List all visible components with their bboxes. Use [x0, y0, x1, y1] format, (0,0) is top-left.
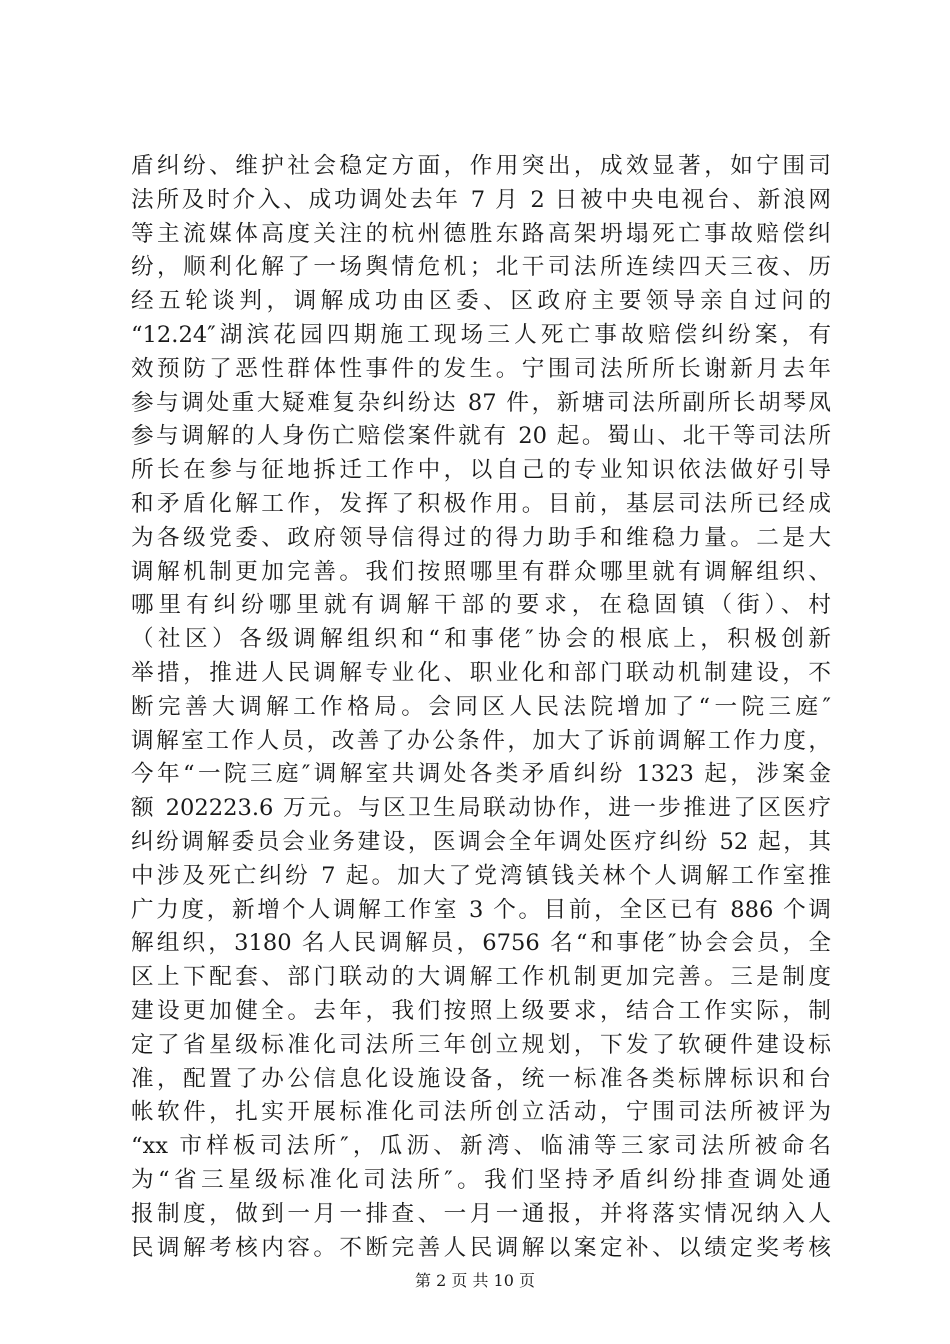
- text-line: 今年“一院三庭″调解室共调处各类矛盾纠纷 1323 起，涉案金: [131, 761, 831, 788]
- text-line: 经五轮谈判，调解成功由区委、区政府主要领导亲自过问的: [131, 288, 831, 315]
- text-line: 法所及时介入、成功调处去年 7 月 2 日被中央电视台、新浪网: [131, 186, 831, 213]
- text-line: 准，配置了办公信息化设施设备，统一标准各类标牌标识和台: [131, 1065, 831, 1092]
- text-line: 解组织，3180 名人民调解员，6756 名“和事佬″协会会员，全: [131, 930, 831, 957]
- text-line: 调解室工作人员，改善了办公条件，加大了诉前调解工作力度，: [131, 727, 831, 754]
- text-line: 所长在参与征地拆迁工作中，以自己的专业知识依法做好引导: [131, 457, 831, 484]
- text-line: 广力度，新增个人调解工作室 3 个。目前，全区已有 886 个调: [131, 896, 831, 923]
- text-line: 调解机制更加完善。我们按照哪里有群众哪里就有调解组织、: [131, 558, 831, 585]
- page-footer: 第 2 页 共 10 页: [415, 1271, 535, 1290]
- text-line: 断完善大调解工作格局。会同区人民法院增加了“一院三庭″: [131, 693, 831, 720]
- text-line: 为各级党委、政府领导信得过的得力助手和维稳力量。二是大: [131, 524, 831, 551]
- text-line: 参与调处重大疑难复杂纠纷达 87 件，新塘司法所副所长胡琴凤: [131, 389, 831, 416]
- text-line: 报制度，做到一月一排查、一月一通报，并将落实情况纳入人: [131, 1200, 831, 1227]
- text-line: 定了省星级标准化司法所三年创立规划，下发了软硬件建设标: [131, 1031, 831, 1058]
- text-line: “xx 市样板司法所″，瓜沥、新湾、临浦等三家司法所被命名: [131, 1133, 831, 1160]
- text-line: 举措，推进人民调解专业化、职业化和部门联动机制建设，不: [131, 659, 831, 686]
- text-line: 区上下配套、部门联动的大调解工作机制更加完善。三是制度: [131, 964, 831, 991]
- text-line: 盾纠纷、维护社会稳定方面，作用突出，成效显著，如宁围司: [131, 153, 831, 179]
- text-line: 建设更加健全。去年，我们按照上级要求，结合工作实际，制: [131, 997, 831, 1024]
- text-line: 中涉及死亡纠纷 7 起。加大了党湾镇钱关林个人调解工作室推: [131, 862, 831, 889]
- text-line: 效预防了恶性群体性事件的发生。宁围司法所所长谢新月去年: [131, 355, 831, 382]
- text-line: 和矛盾化解工作，发挥了积极作用。目前，基层司法所已经成: [131, 490, 831, 517]
- text-line: 纷，顺利化解了一场舆情危机；北干司法所连续四天三夜、历: [131, 254, 831, 281]
- text-line: 纠纷调解委员会业务建设，医调会全年调处医疗纠纷 52 起，其: [131, 828, 831, 855]
- text-line: “12.24″湖滨花园四期施工现场三人死亡事故赔偿纠纷案，有: [131, 321, 831, 348]
- text-line: 民调解考核内容。不断完善人民调解以案定补、以绩定奖考核: [131, 1234, 831, 1261]
- text-line: 哪里有纠纷哪里就有调解干部的要求，在稳固镇（街）、村: [131, 592, 831, 619]
- text-line: 额 202223.6 万元。与区卫生局联动协作，进一步推进了区医疗: [131, 795, 831, 822]
- text-line: 参与调解的人身伤亡赔偿案件就有 20 起。蜀山、北干等司法所: [131, 423, 831, 450]
- text-line: 等主流媒体高度关注的杭州德胜东路高架坍塌死亡事故赔偿纠: [131, 220, 831, 247]
- text-line: （社区）各级调解组织和“和事佬″协会的根底上，积极创新: [131, 626, 831, 653]
- body-text: [131, 150, 831, 1265]
- text-line: 为“省三星级标准化司法所″。我们坚持矛盾纠纷排查调处通: [131, 1166, 831, 1193]
- text-line: 帐软件，扎实开展标准化司法所创立活动，宁围司法所被评为: [131, 1099, 831, 1126]
